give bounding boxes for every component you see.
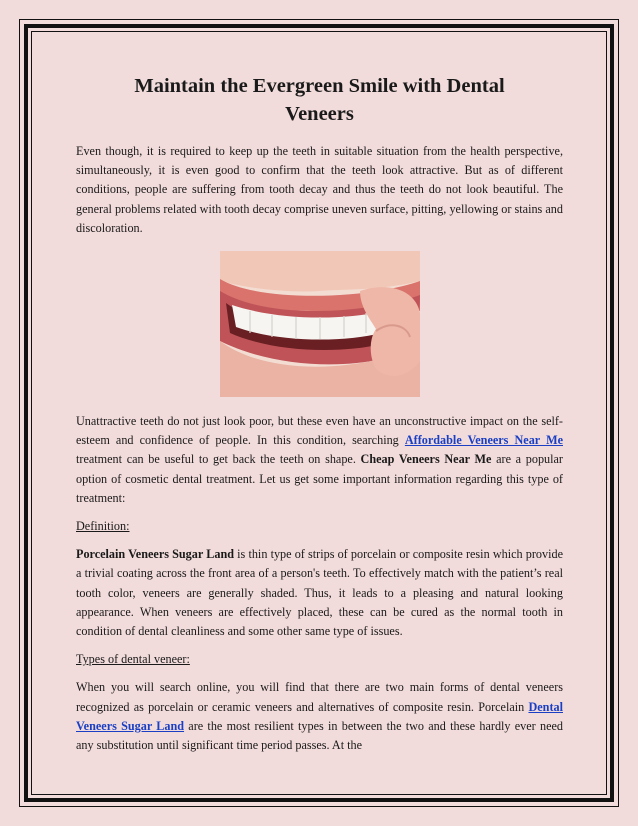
types-text-1: When you will search online, you will find that there are two main forms of dental veneers recognized as porcelain or ceramic veneers and alternatives of composite resin. Porcelain xyxy=(76,680,563,714)
porcelain-veneers-bold: Porcelain Veneers Sugar Land xyxy=(76,547,234,562)
page-title: Maintain the Evergreen Smile with Dental Veneers xyxy=(134,75,505,125)
types-heading: Types of dental veneer: xyxy=(76,652,190,667)
types-paragraph xyxy=(76,678,563,755)
intro-paragraph: Even though, it is required to keep up the teeth in suitable situation from the health perspective, simultaneously, it is even good to confirm that the teeth look attractive. But as of different conditions, people are suffering from tooth decay and thus the teeth do not look beautiful. The general problems related with tooth decay comprise uneven surface, pitting, yellowing or stains and discoloration. xyxy=(76,144,563,235)
affordable-veneers-link[interactable]: Affordable Veneers Near Me xyxy=(404,433,563,448)
dental-veneers-link[interactable]: Dental Veneers Sugar Land xyxy=(76,699,563,733)
definition-heading: Definition: xyxy=(76,519,130,534)
definition-text: is thin type of strips of porcelain or composite resin which provide a trivial coating across the front area of a person's teeth. To effectively match with the patient’s real tooth color, veneers are generally shaded. Thus, it leads to a pleasing and natural looking appearance. When veneers are effectively placed, these can be cured as the normal tooth in condition of dental cleanliness and some other same type of issues. xyxy=(76,547,563,639)
cheap-veneers-bold: Cheap Veneers Near Me xyxy=(360,452,492,467)
impact-text-3: are a popular option of cosmetic dental treatment. Let us get some important information regarding this type of treatment: xyxy=(76,452,563,505)
smile-veneer-photo xyxy=(220,251,420,397)
document-body xyxy=(76,72,563,764)
impact-paragraph xyxy=(76,412,563,508)
types-text-2: are the most resilient types in between the two and these hardly ever need any substitution until significant time period passes. At the xyxy=(76,718,563,753)
definition-paragraph xyxy=(76,545,563,641)
impact-text-2: treatment can be useful to get back the teeth on shape. xyxy=(76,452,361,467)
impact-text-1: Unattractive teeth do not just look poor, but these even have an unconstructive impact on the self-esteem and confidence of people. In this condition, searching xyxy=(76,414,563,448)
